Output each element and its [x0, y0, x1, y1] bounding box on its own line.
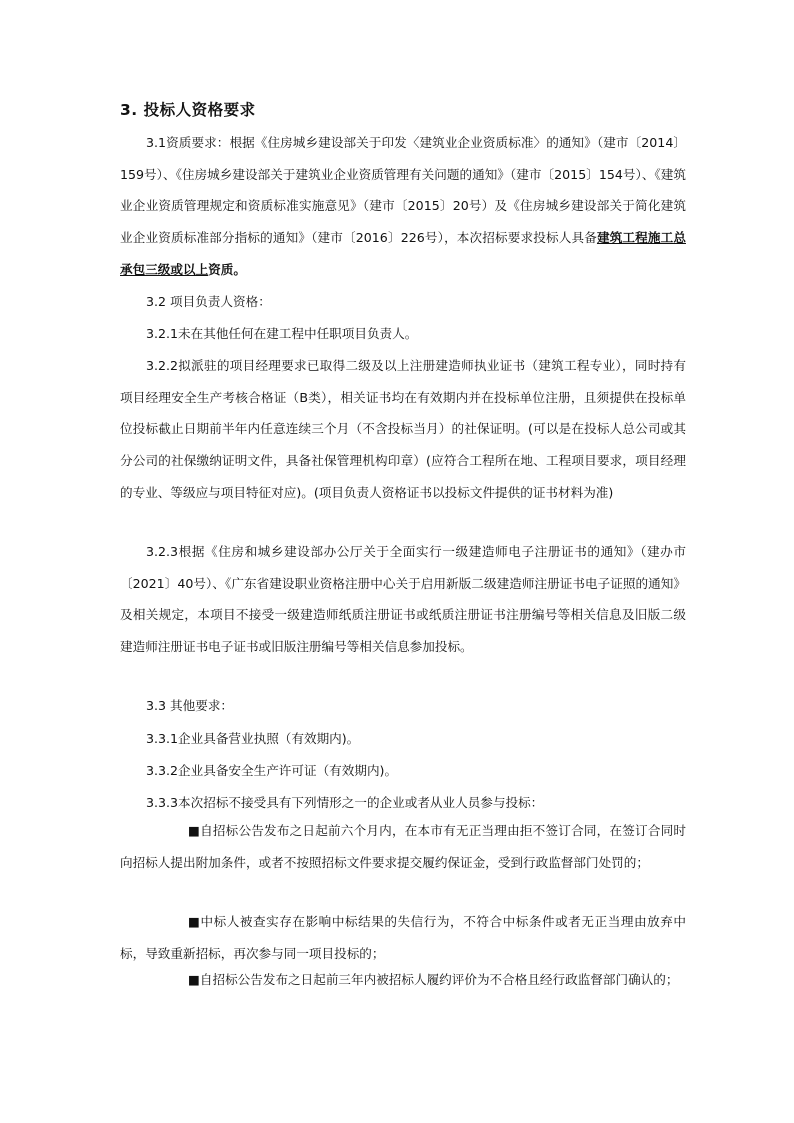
bullet-item-3: ■自招标公告发布之日起前三年内被招标人履约评价为不合格且经行政监督部门确认的；: [188, 972, 679, 987]
paragraph-3-3-1: 3.3.1企业具备营业执照（有效期内)。: [146, 731, 360, 746]
paragraph-3-1-qualification: 建筑工程施工总承包三级或以上: [120, 230, 686, 277]
paragraph-3-2-1: 3.2.1未在其他任何在建工程中任职项目负责人。: [146, 326, 418, 341]
paragraph-3-3: 3.3 其他要求：: [146, 698, 234, 713]
paragraph-3-2-3: 3.2.3根据《住房和城乡建设部办公厅关于全面实行一级建造师电子注册证书的通知》（建办市〔2021〕40号）、《广东省建设职业资格注册中心关于启用新版二级建造师注册证书电子证照的通知》及相关规定，本项目不接受一级建造师纸质注册证书或纸质注册证书注册编号等相关信息及旧版二级建造师注册证书电子证书或旧版注册编号等相关信息参加投标。: [120, 544, 686, 655]
paragraph-3-1-text: 3.1资质要求：根据《住房城乡建设部关于印发〈建筑业企业资质标准〉的通知》（建市〔2014〕159号）、《住房城乡建设部关于建筑业企业资质管理有关问题的通知》（建市〔2015〕154号）、《建筑业企业资质管理规定和资质标准实施意见》（建市〔2015〕20号）及《住房城乡建设部关于简化建筑业企业资质标准部分指标的通知》（建市〔2016〕226号），本次招标要求投标人具备: [120, 135, 686, 246]
paragraph-3-2: 3.2 项目负责人资格：: [146, 294, 271, 309]
paragraph-3-1: [120, 127, 686, 286]
paragraph-3-1-suffix: 资质。: [208, 261, 246, 277]
section-title: 3. 投标人资格要求: [120, 101, 256, 119]
paragraph-3-3-3: 3.3.3本次招标不接受具有下列情形之一的企业或者从业人员参与投标：: [146, 795, 544, 810]
paragraph-3-2-2: 3.2.2拟派驻的项目经理要求已取得二级及以上注册建造师执业证书（建筑工程专业），同时持有项目经理安全生产考核合格证（B类），相关证书均在有效期内并在投标单位注册，且须提供在投标单位投标截止日期前半年内任意连续三个月（不含投标当月）的社保证明。(可以是在投标人总公司或其分公司的社保缴纳证明文件，具备社保管理机构印章）(应符合工程所在地、工程项目要求，项目经理的专业、等级应与项目特征对应)。(项目负责人资格证书以投标文件提供的证书材料为准): [120, 358, 686, 500]
paragraph-3-3-2: 3.3.2企业具备安全生产许可证（有效期内)。: [146, 763, 398, 778]
bullet-item-1: ■自招标公告发布之日起前六个月内，在本市有无正当理由拒不签订合同，在签订合同时向招标人提出附加条件，或者不按照招标文件要求提交履约保证金，受到行政监督部门处罚的；: [120, 823, 686, 870]
bullet-item-2: ■中标人被查实存在影响中标结果的失信行为，不符合中标条件或者无正当理由放弃中标，导致重新招标，再次参与同一项目投标的；: [120, 914, 686, 961]
